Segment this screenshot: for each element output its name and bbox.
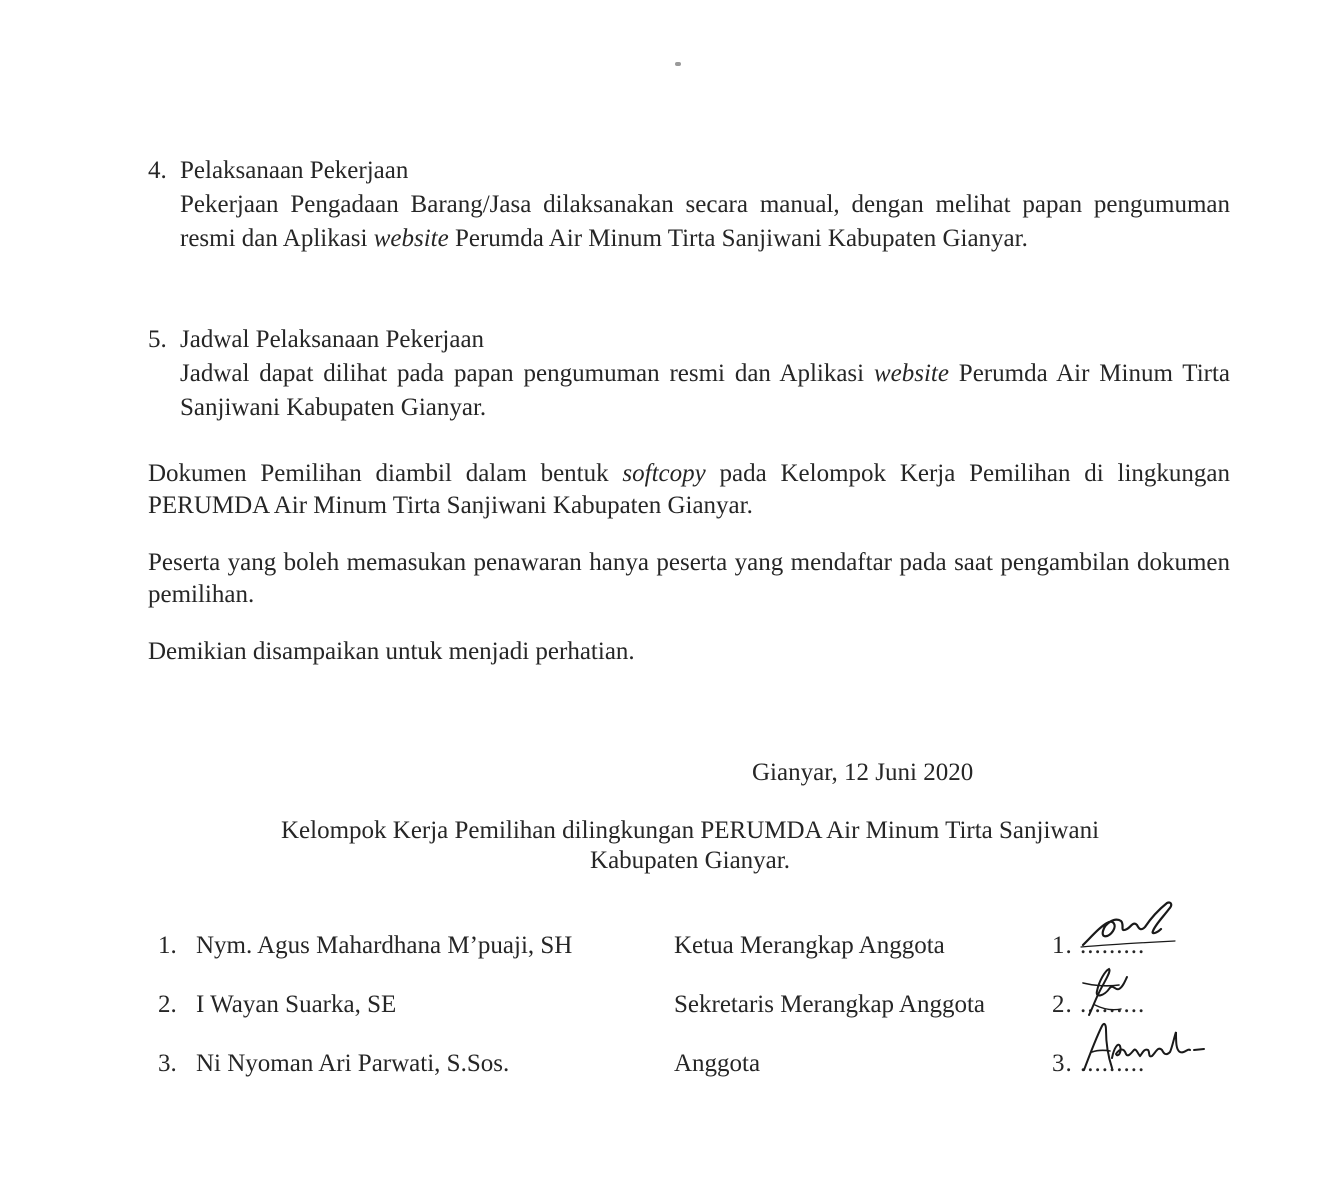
signature-line: 1. .........: [1052, 932, 1146, 959]
text-run: Perumda Air Minum Tirta Sanjiwani Kabupaten Gianyar.: [180, 360, 1231, 421]
member-name: Ni Nyoman Ari Parwati, S.Sos.: [196, 1050, 510, 1077]
text-run: Perumda Air Minum Tirta Sanjiwani Kabupaten Gianyar.: [448, 225, 1028, 252]
section-heading-row: [148, 323, 1230, 357]
section-heading: Jadwal Pelaksanaan Pekerjaan: [180, 326, 485, 353]
scan-speck: [675, 62, 681, 66]
italic-term: website: [373, 225, 449, 252]
committee-line: Kelompok Kerja Pemilihan dilingkungan PERUMDA Air Minum Tirta Sanjiwani: [280, 817, 1100, 844]
section-body: [180, 357, 1230, 425]
section-5: [148, 323, 1230, 425]
text-run: Pekerjaan Pengadaan Barang/Jasa dilaksanakan secara manual, dengan melihat papan pengumuman resmi dan Aplikasi: [180, 191, 1230, 252]
paragraph-document-pickup: [148, 458, 1230, 522]
italic-term: website: [873, 360, 949, 387]
member-row: [158, 1050, 1218, 1090]
signature-3-icon: [1078, 1018, 1208, 1080]
member-name: Nym. Agus Mahardhana M’puaji, SH: [196, 932, 573, 959]
signature-line: 2. .........: [1052, 991, 1146, 1018]
committee-line: Kabupaten Gianyar.: [590, 847, 790, 874]
member-role: Anggota: [674, 1050, 761, 1077]
text-run: Demikian disampaikan untuk menjadi perhatian.: [148, 638, 635, 665]
member-number: 2.: [158, 991, 177, 1018]
paragraph-closing: [148, 636, 1230, 668]
place-date: Gianyar, 12 Juni 2020: [752, 759, 974, 786]
text-run: Peserta yang boleh memasukan penawaran hanya peserta yang mendaftar pada saat pengambilan dokumen pemilihan.: [148, 549, 1230, 608]
text-run: pada Kelompok Kerja Pemilihan di lingkungan PERUMDA Air Minum Tirta Sanjiwani Kabupaten Gianyar.: [148, 460, 1230, 519]
member-row: [158, 991, 1218, 1031]
signature-1-icon: [1075, 895, 1195, 965]
member-number: 3.: [158, 1050, 177, 1077]
italic-term: softcopy: [622, 460, 706, 487]
member-role: Ketua Merangkap Anggota: [674, 932, 945, 959]
signature-2-icon: [1075, 965, 1155, 1025]
signature-line: 3. .........: [1052, 1050, 1146, 1077]
member-role: Sekretaris Merangkap Anggota: [674, 991, 986, 1018]
text-run: Dokumen Pemilihan diambil dalam bentuk: [148, 460, 623, 487]
section-4: [148, 154, 1230, 256]
section-heading: Pelaksanaan Pekerjaan: [180, 157, 409, 184]
committee-title: [200, 816, 1180, 876]
member-number: 1.: [158, 932, 177, 959]
section-number: 5.: [148, 326, 167, 353]
member-name: I Wayan Suarka, SE: [196, 991, 397, 1018]
member-row: [158, 932, 1218, 972]
section-number: 4.: [148, 157, 167, 184]
text-run: Jadwal dapat dilihat pada papan pengumuman resmi dan Aplikasi: [180, 360, 874, 387]
paragraph-participants: [148, 547, 1230, 611]
section-heading-row: [148, 154, 1230, 188]
section-body: [180, 188, 1230, 256]
